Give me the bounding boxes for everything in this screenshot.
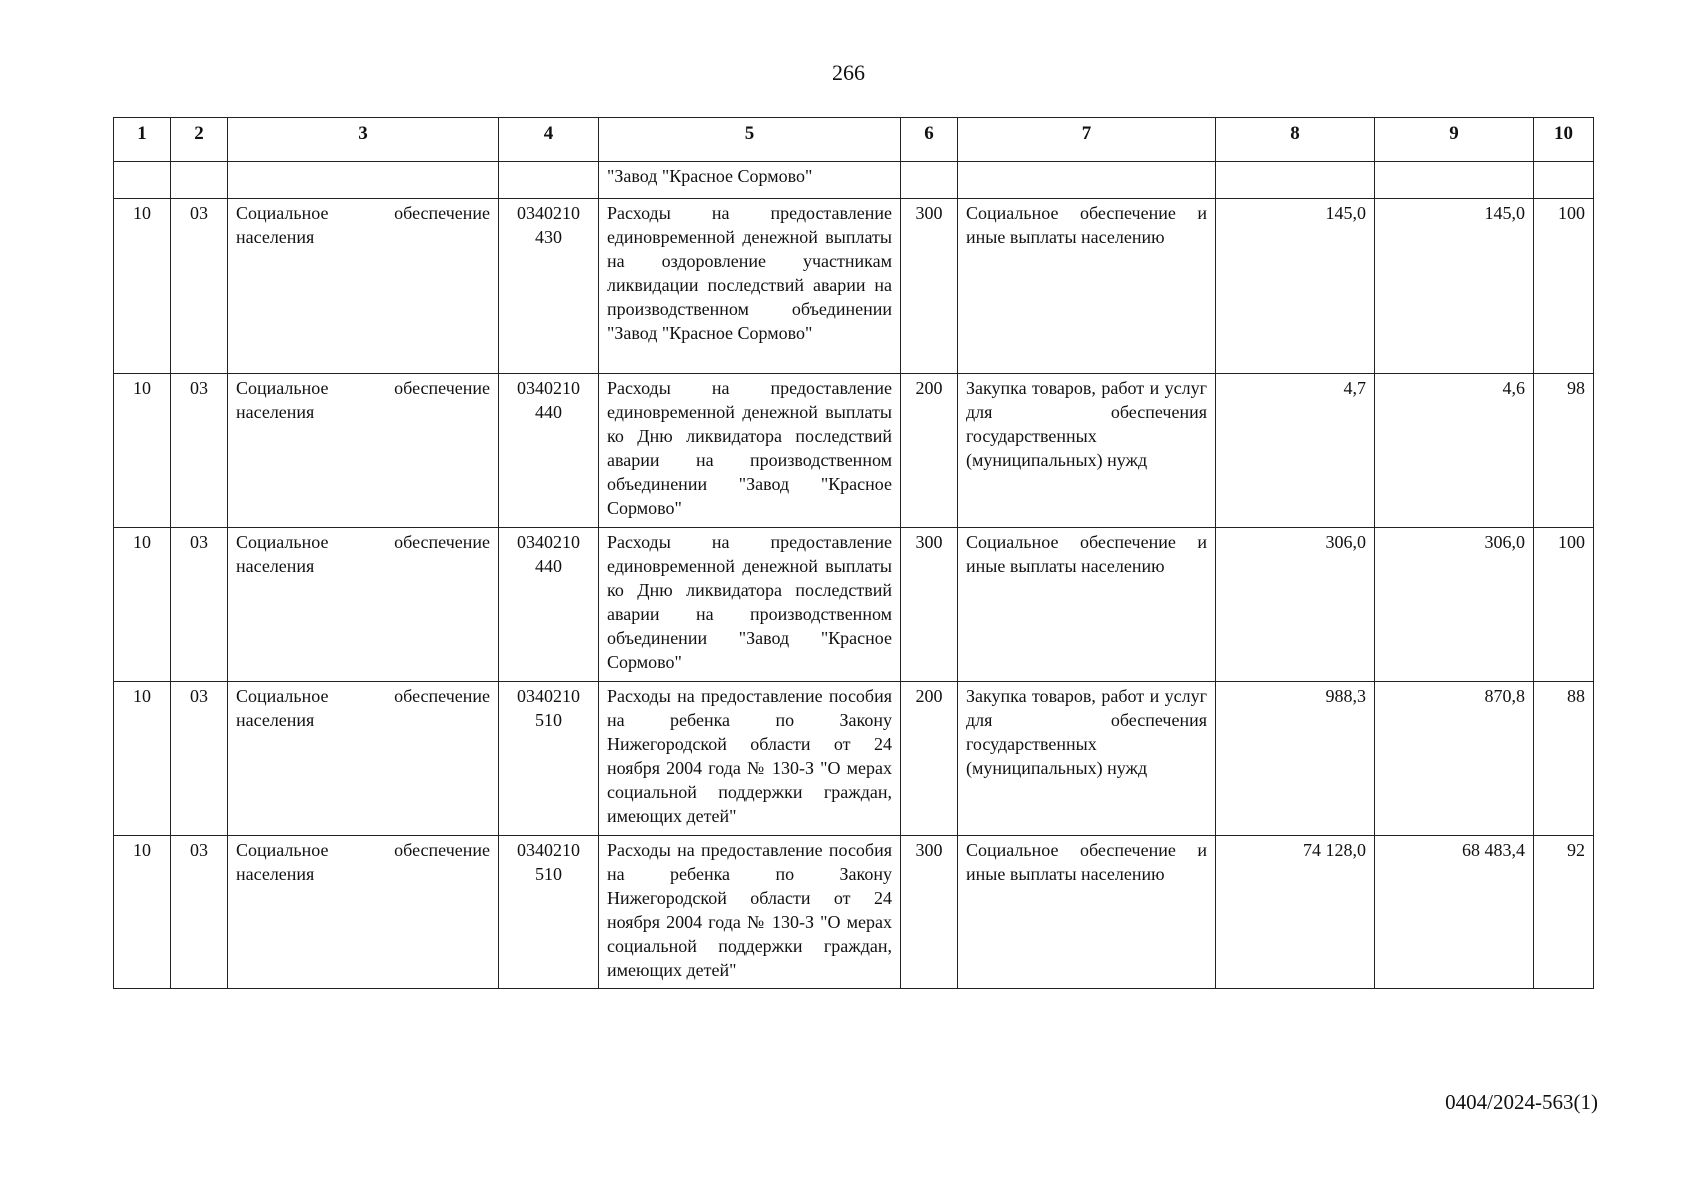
cell-percent: 92 xyxy=(1534,836,1594,989)
cell-planned-amount: 988,3 xyxy=(1216,682,1375,836)
budget-table xyxy=(113,117,1594,989)
cell-actual-amount: 68 483,4 xyxy=(1375,836,1534,989)
cell-subsection: 03 xyxy=(171,374,228,528)
empty-cell xyxy=(114,162,171,199)
cell-percent: 88 xyxy=(1534,682,1594,836)
cell-section-name: Социальное обеспечение населения xyxy=(228,836,499,989)
table-row xyxy=(114,682,1594,836)
cell-expense-type-name: Социальное обеспечение и иные выплаты населению xyxy=(958,528,1216,682)
empty-cell xyxy=(958,162,1216,199)
column-header: 4 xyxy=(499,118,599,162)
cell-subsection: 03 xyxy=(171,836,228,989)
cell-planned-amount: 74 128,0 xyxy=(1216,836,1375,989)
cell-expense-type-name: Закупка товаров, работ и услуг для обеспечения государственных (муниципальных) нужд xyxy=(958,682,1216,836)
cell-target-code: 0340210 440 xyxy=(499,374,599,528)
cell-expense-type-code: 300 xyxy=(901,528,958,682)
document-code: 0404/2024-563(1) xyxy=(1445,1090,1598,1114)
cell-expense-description: Расходы на предоставление единовременной денежной выплаты на оздоровление участникам ликвидации последствий аварии на производственном объединении "Завод "Красное Сормово" xyxy=(599,199,901,374)
cell-target-code: 0340210 510 xyxy=(499,836,599,989)
cell-subsection: 03 xyxy=(171,528,228,682)
empty-cell xyxy=(171,162,228,199)
table-header-row xyxy=(114,118,1594,162)
empty-cell xyxy=(1375,162,1534,199)
column-header: 9 xyxy=(1375,118,1534,162)
table-row xyxy=(114,836,1594,989)
cell-actual-amount: 870,8 xyxy=(1375,682,1534,836)
cell-section: 10 xyxy=(114,374,171,528)
empty-cell xyxy=(901,162,958,199)
column-header: 2 xyxy=(171,118,228,162)
cell-percent: 100 xyxy=(1534,528,1594,682)
column-header: 3 xyxy=(228,118,499,162)
table-row xyxy=(114,528,1594,682)
cell-target-code: 0340210 430 xyxy=(499,199,599,374)
cell-target-code: 0340210 510 xyxy=(499,682,599,836)
cell-section-name: Социальное обеспечение населения xyxy=(228,199,499,374)
cell-expense-type-name: Социальное обеспечение и иные выплаты населению xyxy=(958,199,1216,374)
cell-section: 10 xyxy=(114,682,171,836)
empty-cell xyxy=(1534,162,1594,199)
cell-actual-amount: 145,0 xyxy=(1375,199,1534,374)
cell-subsection: 03 xyxy=(171,682,228,836)
cell-expense-type-code: 200 xyxy=(901,682,958,836)
cell-section: 10 xyxy=(114,528,171,682)
empty-cell xyxy=(499,162,599,199)
cell-expense-description: "Завод "Красное Сормово" xyxy=(599,162,901,199)
cell-actual-amount: 306,0 xyxy=(1375,528,1534,682)
cell-subsection: 03 xyxy=(171,199,228,374)
cell-expense-type-name: Закупка товаров, работ и услуг для обеспечения государственных (муниципальных) нужд xyxy=(958,374,1216,528)
column-header: 8 xyxy=(1216,118,1375,162)
column-header: 7 xyxy=(958,118,1216,162)
empty-cell xyxy=(228,162,499,199)
cell-expense-type-code: 300 xyxy=(901,199,958,374)
cell-section-name: Социальное обеспечение населения xyxy=(228,374,499,528)
cell-section: 10 xyxy=(114,199,171,374)
empty-cell xyxy=(1216,162,1375,199)
cell-section: 10 xyxy=(114,836,171,989)
column-header: 1 xyxy=(114,118,171,162)
cell-expense-description: Расходы на предоставление единовременной денежной выплаты ко Дню ликвидатора последствий аварии на производственном объединении "Завод "Красное Сормово" xyxy=(599,528,901,682)
cell-expense-type-code: 200 xyxy=(901,374,958,528)
cell-planned-amount: 145,0 xyxy=(1216,199,1375,374)
cell-section-name: Социальное обеспечение населения xyxy=(228,682,499,836)
column-header: 6 xyxy=(901,118,958,162)
table-row xyxy=(114,199,1594,374)
cell-planned-amount: 306,0 xyxy=(1216,528,1375,682)
column-header: 5 xyxy=(599,118,901,162)
cell-expense-description: Расходы на предоставление единовременной денежной выплаты ко Дню ликвидатора последствий аварии на производственном объединении "Завод "Красное Сормово" xyxy=(599,374,901,528)
continuation-row xyxy=(114,162,1594,199)
table-row xyxy=(114,374,1594,528)
cell-planned-amount: 4,7 xyxy=(1216,374,1375,528)
column-header: 10 xyxy=(1534,118,1594,162)
cell-actual-amount: 4,6 xyxy=(1375,374,1534,528)
cell-expense-type-code: 300 xyxy=(901,836,958,989)
cell-expense-description: Расходы на предоставление пособия на ребенка по Закону Нижегородской области от 24 ноября 2004 года № 130-З "О мерах социальной поддержки граждан, имеющих детей" xyxy=(599,836,901,989)
cell-section-name: Социальное обеспечение населения xyxy=(228,528,499,682)
cell-percent: 100 xyxy=(1534,199,1594,374)
cell-expense-type-name: Социальное обеспечение и иные выплаты населению xyxy=(958,836,1216,989)
cell-percent: 98 xyxy=(1534,374,1594,528)
page-number: 266 xyxy=(832,60,865,85)
cell-target-code: 0340210 440 xyxy=(499,528,599,682)
cell-expense-description: Расходы на предоставление пособия на ребенка по Закону Нижегородской области от 24 ноября 2004 года № 130-З "О мерах социальной поддержки граждан, имеющих детей" xyxy=(599,682,901,836)
